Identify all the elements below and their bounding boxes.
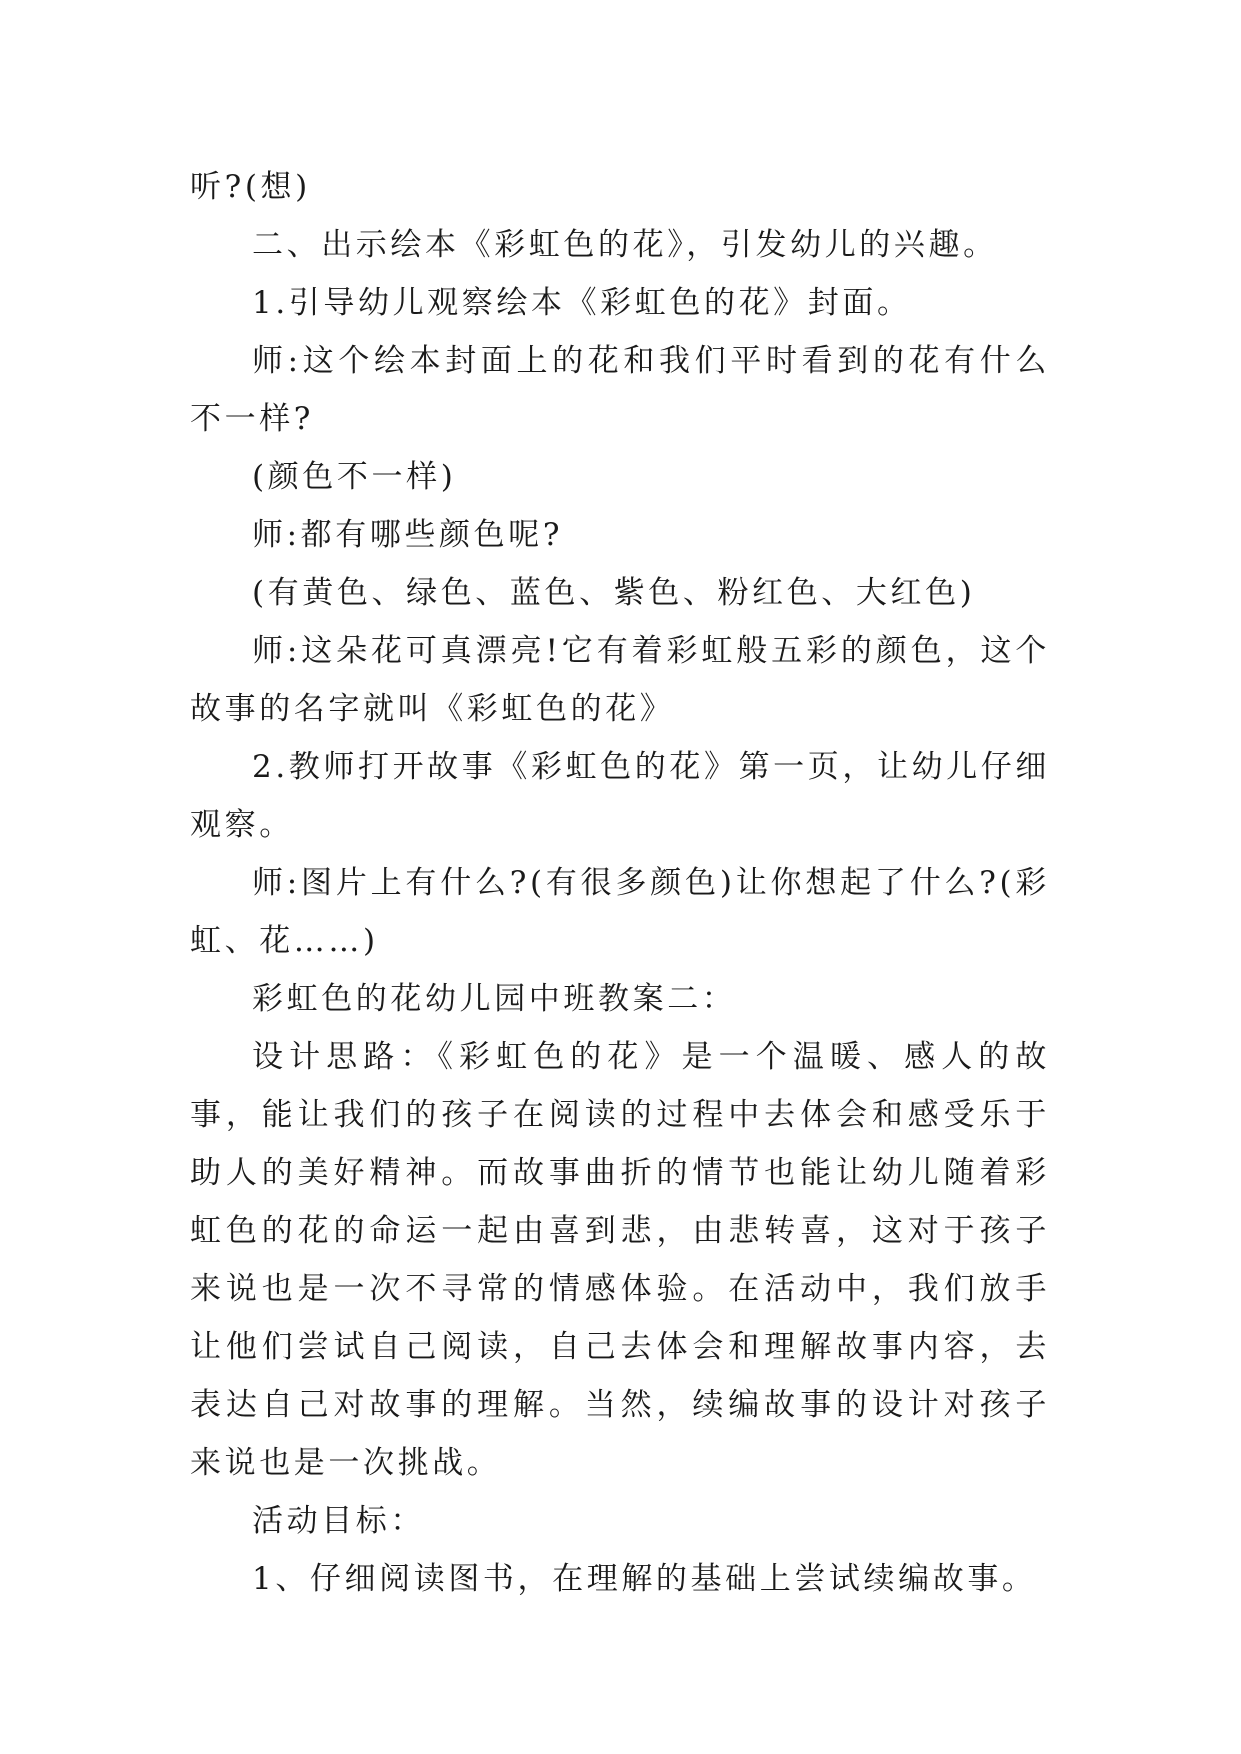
document-body (190, 158, 1050, 1608)
section-heading: 彩虹色的花幼儿园中班教案二： (252, 981, 737, 1017)
paragraph: 师:这朵花可真漂亮!它有着彩虹般五彩的颜色，这个故事的名字就叫《彩虹色的花》 (190, 633, 1050, 727)
paragraph: 1、仔细阅读图书，在理解的基础上尝试续编故事。 (252, 1561, 1037, 1597)
paragraph: 师:都有哪些颜色呢? (252, 517, 564, 553)
paragraph: 师:图片上有什么?(有很多颜色)让你想起了什么?(彩虹、花……) (190, 865, 1050, 959)
paragraph: (颜色不一样) (252, 459, 457, 495)
section-heading: 二、出示绘本《彩虹色的花》，引发幼儿的兴趣。 (252, 227, 998, 263)
paragraph: 2.教师打开故事《彩虹色的花》第一页，让幼儿仔细观察。 (190, 749, 1050, 843)
paragraph: 设计思路：《彩虹色的花》是一个温暖、感人的故事，能让我们的孩子在阅读的过程中去体会和感受乐于助人的美好精神。而故事曲折的情节也能让幼儿随着彩虹色的花的命运一起由喜到悲，由悲转喜，这对于孩子来说也是一次不寻常的情感体验。在活动中，我们放手让他们尝试自己阅读，自己去体会和理解故事内容，去表达自己对故事的理解。当然，续编故事的设计对孩子来说也是一次挑战。 (190, 1039, 1050, 1481)
paragraph: 师:这个绘本封面上的花和我们平时看到的花有什么不一样? (190, 343, 1050, 437)
section-heading: 活动目标： (252, 1503, 425, 1539)
paragraph: 1.引导幼儿观察绘本《彩虹色的花》封面。 (252, 285, 912, 321)
paragraph: 听?(想) (190, 169, 311, 205)
paragraph: (有黄色、绿色、蓝色、紫色、粉红色、大红色) (252, 575, 976, 611)
